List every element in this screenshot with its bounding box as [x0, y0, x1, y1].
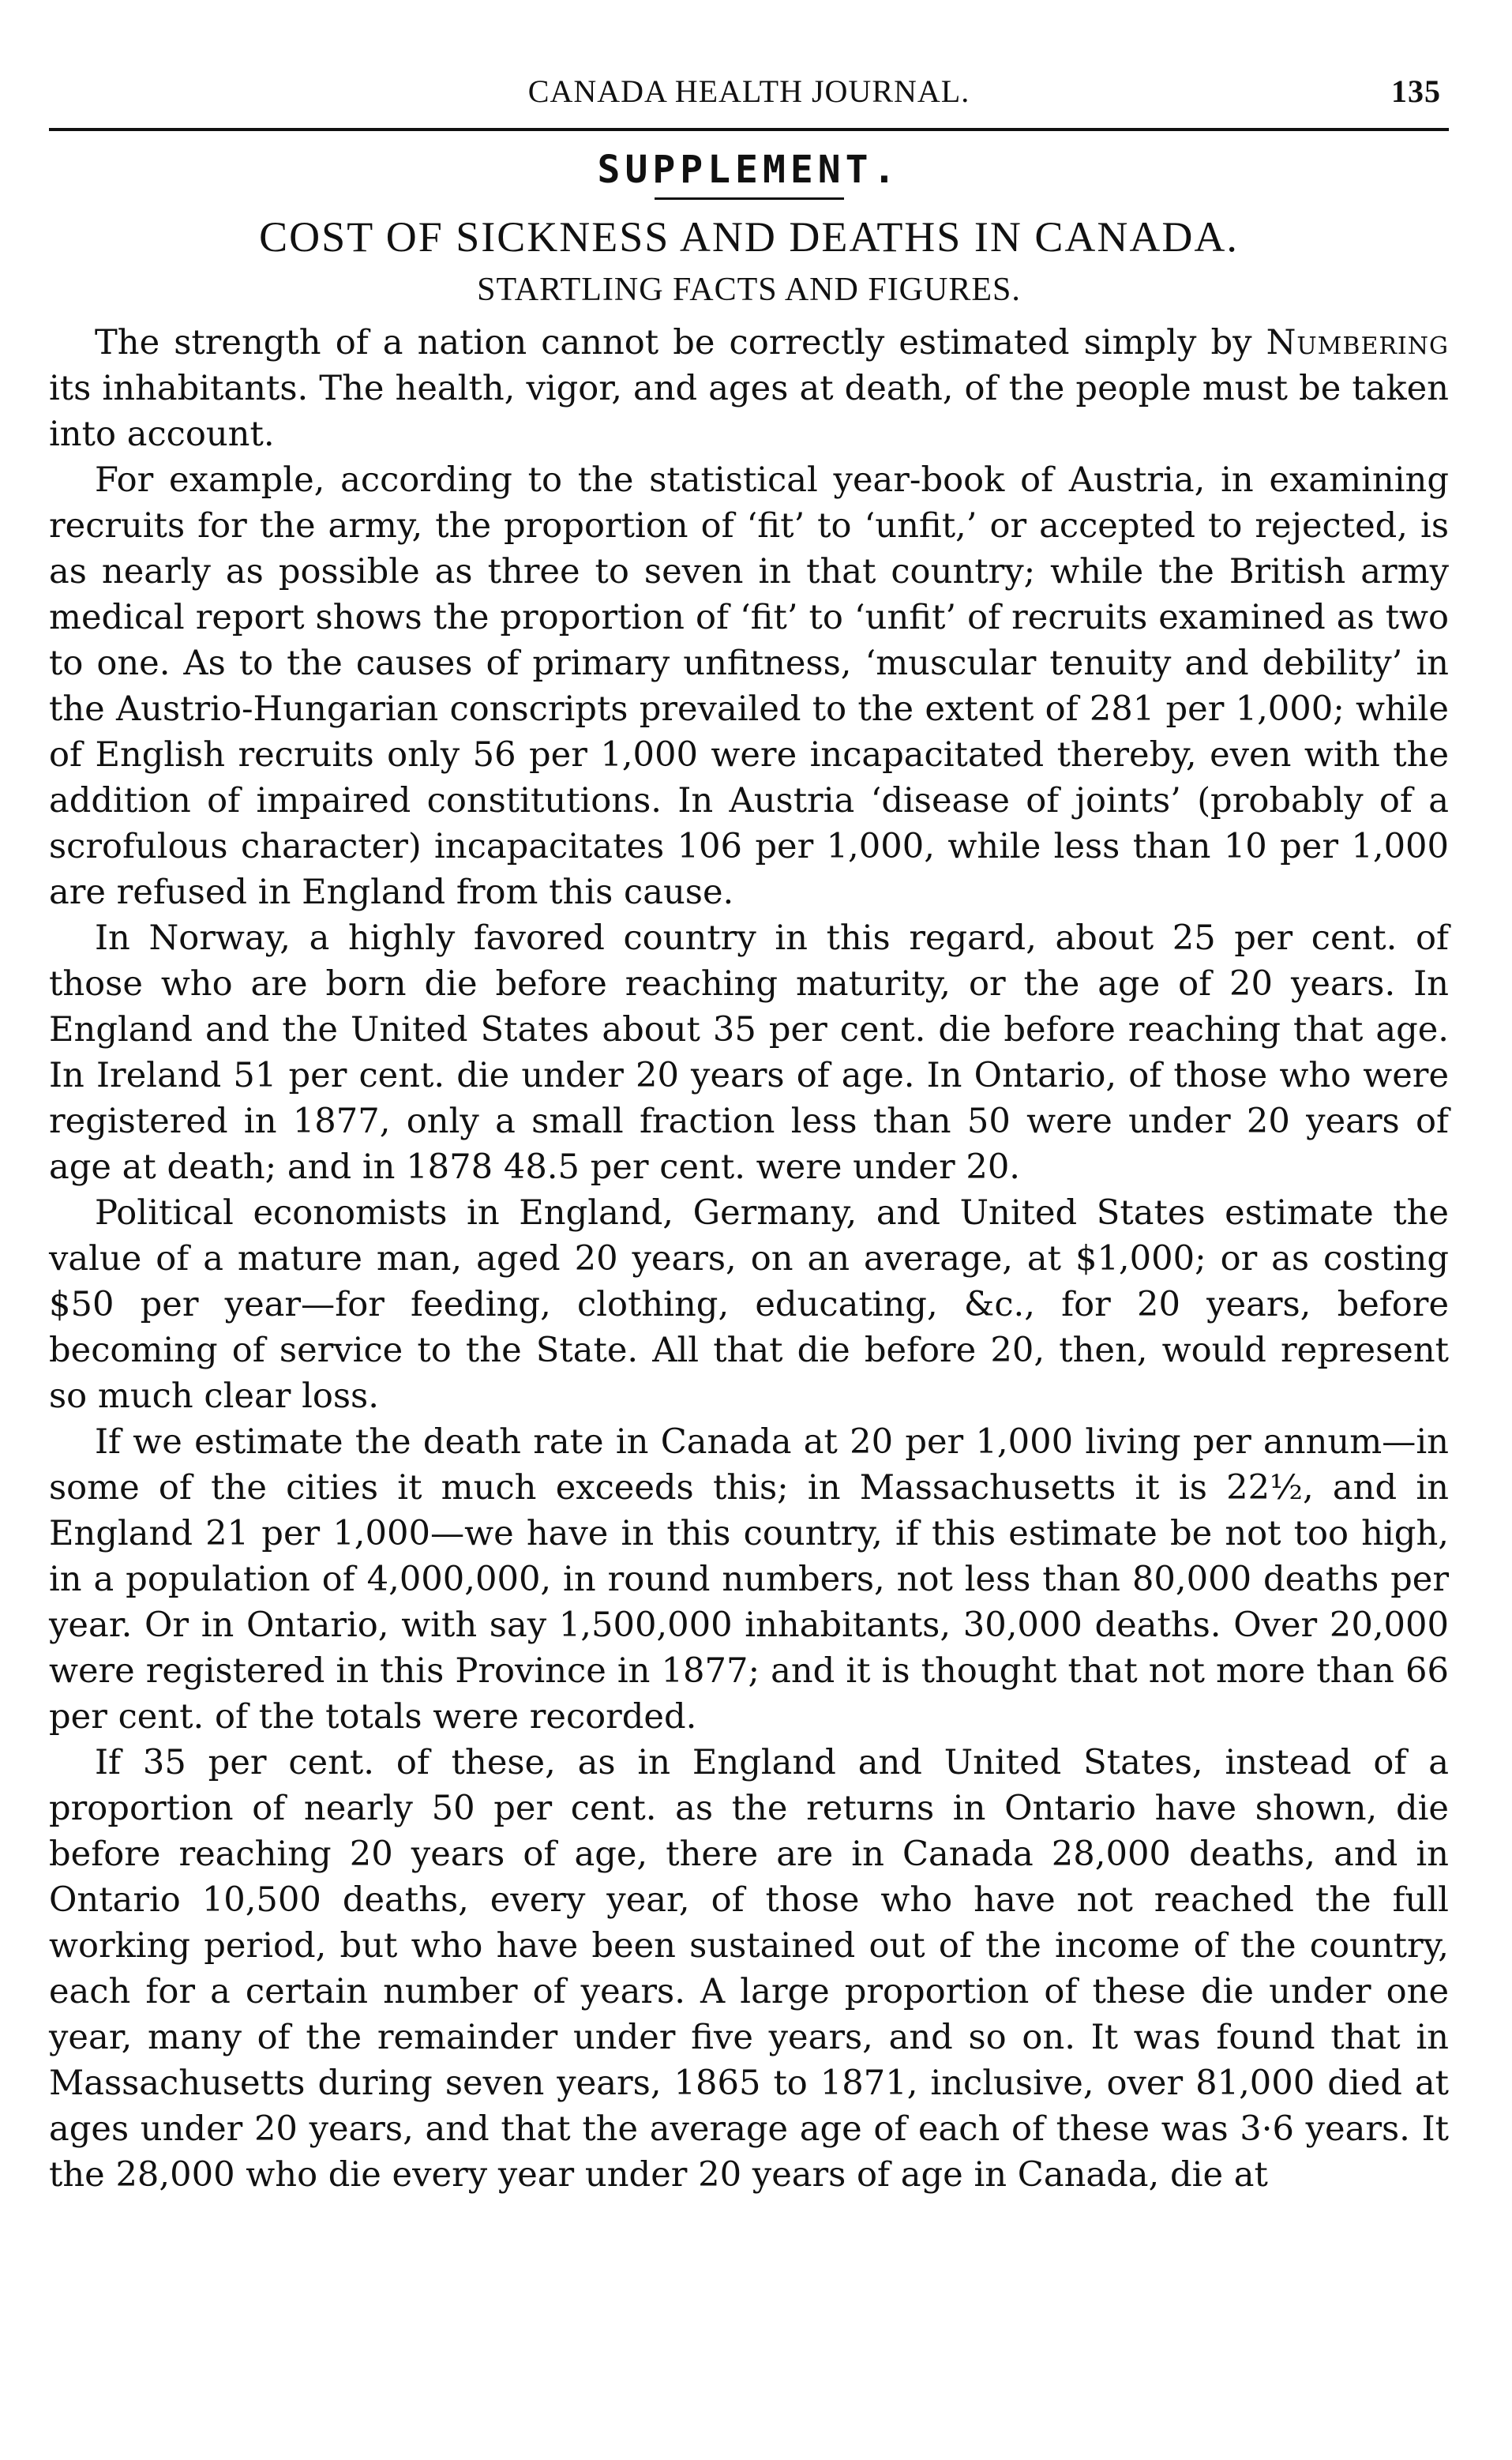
section-divider	[655, 197, 844, 200]
paragraph-5: If we estimate the death rate in Canada at 20 per 1,000 living per annum—in some of the cities it much exceeds this; in Massachusetts it is 22½, and in England 21 per 1,000—we have in this country, if this estimate be not too high, in a population of 4,000,000, in round numbers, not less than 80,000 deaths per year. Or in Ontario, with say 1,500,000 inhabitants, 30,000 deaths. Over 20,000 were registered in this Province in 1877; and it is thought that not more than 66 per cent. of the totals were recorded.	[49, 1422, 1449, 1737]
article-title: COST OF SICKNESS AND DEATHS IN CANADA.	[259, 213, 1239, 261]
paragraph-3: In Norway, a highly favored country in this regard, about 25 per cent. of those who are born die before reaching maturity, or the age of 20 years. In England and the United States about 35 per cent. die before reaching that age. In Ireland 51 per cent. die under 20 years of age. In Ontario, of those who were registered in 1877, only a small fraction less than 50 were under 20 years of age at death; and in 1878 48.5 per cent. were under 20.	[49, 918, 1449, 1187]
article-body	[49, 320, 1449, 2198]
supplement-heading: SUPPLEMENT.	[597, 148, 901, 192]
paragraph-6: If 35 per cent. of these, as in England and United States, instead of a proportion of nearly 50 per cent. as the returns in Ontario have shown, die before reaching 20 years of age, there are in Canada 28,000 deaths, and in Ontario 10,500 deaths, every year, of those who have not reached the full working period, but who have been sustained out of the income of the country, each for a certain number of years. A large proportion of these die under one year, many of the remainder under five years, and so on. It was found that in Massachusetts during seven years, 1865 to 1871, inclusive, over 81,000 died at ages under 20 years, and that the average age of each of these was 3·6 years. It the 28,000 who die every year under 20 years of age in Canada, die at	[49, 1743, 1449, 2195]
paragraph-1-smallcaps: Numbering	[1266, 323, 1449, 362]
running-title: CANADA HEALTH JOURNAL.	[527, 73, 970, 109]
paragraph-1-rest: its inhabitants. The health, vigor, and ages at death, of the people must be taken into account.	[49, 369, 1449, 454]
paragraph-1-opening: The strength of a nation cannot be correctly estimated simply by	[95, 323, 1266, 362]
paragraph-1	[49, 320, 1449, 457]
paragraph-2: For example, according to the statistical year-book of Austria, in examining recruits for the army, the proportion of ‘fit’ to ‘unfit,’ or accepted to rejected, is as nearly as possible as three to seven in that country; while the British army medical report shows the proportion of ‘fit’ to ‘unfit’ of recruits examined as two to one. As to the causes of primary unfitness, ‘muscular tenuity and debility’ in the Austrio-Hungarian conscripts prevailed to the extent of 281 per 1,000; while of English recruits only 56 per 1,000 were incapacitated thereby, even with the addition of impaired constitutions. In Austria ‘disease of joints’ (probably of a scrofulous character) incapacitates 106 per 1,000, while less than 10 per 1,000 are refused in England from this cause.	[49, 460, 1449, 912]
paragraph-4: Political economists in England, Germany, and United States estimate the value of a mature man, aged 20 years, on an average, at $1,000; or as costing $50 per year—for feeding, clothing, educating, &c., for 20 years, before becoming of service to the State. All that die before 20, then, would represent so much clear loss.	[49, 1193, 1449, 1416]
header-rule	[49, 128, 1449, 131]
running-head	[49, 73, 1449, 117]
article-subtitle: STARTLING FACTS AND FIGURES.	[477, 272, 1021, 308]
page-number: 135	[1391, 73, 1441, 109]
